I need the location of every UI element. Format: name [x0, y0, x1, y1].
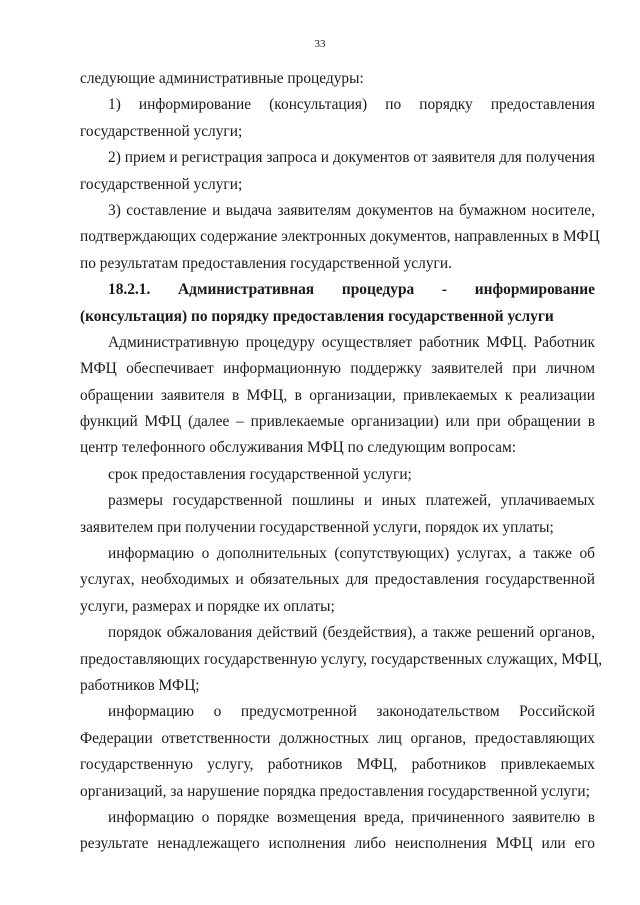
body-text — [80, 66, 603, 858]
section-heading-line: 18.2.1. Административная процедура - информирование — [108, 281, 595, 299]
text-line: порядок обжалования действий (бездействия), а также решений органов, — [108, 624, 595, 642]
text-line: срок предоставления государственной услуги; — [108, 465, 412, 483]
text-line: государственной услуги; — [80, 122, 243, 140]
text-line: 1) информирование (консультация) по порядку предоставления — [108, 96, 595, 114]
text-line: работников МФЦ; — [80, 676, 200, 694]
text-line: центр телефонного обслуживания МФЦ по следующим вопросам: — [80, 439, 516, 457]
text-line: МФЦ обеспечивает информационную поддержку заявителей при личном — [80, 360, 595, 378]
text-line: подтверждающих содержание электронных документов, направленных в МФЦ — [80, 228, 600, 246]
text-line: информацию о предусмотренной законодательством Российской — [108, 703, 595, 721]
text-line: государственную услугу, работников МФЦ, работников привлекаемых — [80, 756, 595, 774]
text-line: Федерации ответственности должностных лиц органов, предоставляющих — [80, 729, 595, 747]
text-line: заявителем при получении государственной услуги, порядок их уплаты; — [80, 518, 554, 536]
text-line: организаций, за нарушение порядка предоставления государственной услуги; — [80, 782, 590, 800]
text-line: информацию о порядке возмещения вреда, причиненного заявителю в — [108, 808, 595, 826]
text-line: 2) прием и регистрация запроса и документов от заявителя для получения — [108, 149, 595, 167]
text-line: государственной услуги; — [80, 175, 243, 193]
text-line: услугах, необходимых и обязательных для предоставления государственной — [80, 571, 595, 589]
text-line: следующие административные процедуры: — [80, 70, 364, 87]
page-number: 33 — [314, 38, 326, 50]
text-line: Административную процедуру осуществляет работник МФЦ. Работник — [108, 333, 595, 351]
text-line: услуги, размерах и порядке их оплаты; — [80, 597, 335, 615]
text-line: результате ненадлежащего исполнения либо неисполнения МФЦ или его — [80, 835, 595, 853]
text-line: размеры государственной пошлины и иных платежей, уплачиваемых — [108, 492, 595, 510]
text-line: по результатам предоставления государственной услуги. — [80, 254, 452, 272]
text-line: предоставляющих государственную услугу, государственных служащих, МФЦ, — [80, 650, 603, 668]
text-line: обращении заявителя в МФЦ, в организации, привлекаемых к реализации — [80, 386, 595, 404]
section-heading-line: (консультация) по порядку предоставления государственной услуги — [80, 307, 554, 325]
text-line: информацию о дополнительных (сопутствующих) услугах, а также об — [108, 545, 595, 563]
text-line: функций МФЦ (далее – привлекаемые организации) или при обращении в — [80, 413, 595, 431]
text-line: 3) составление и выдача заявителям документов на бумажном носителе, — [108, 201, 595, 219]
